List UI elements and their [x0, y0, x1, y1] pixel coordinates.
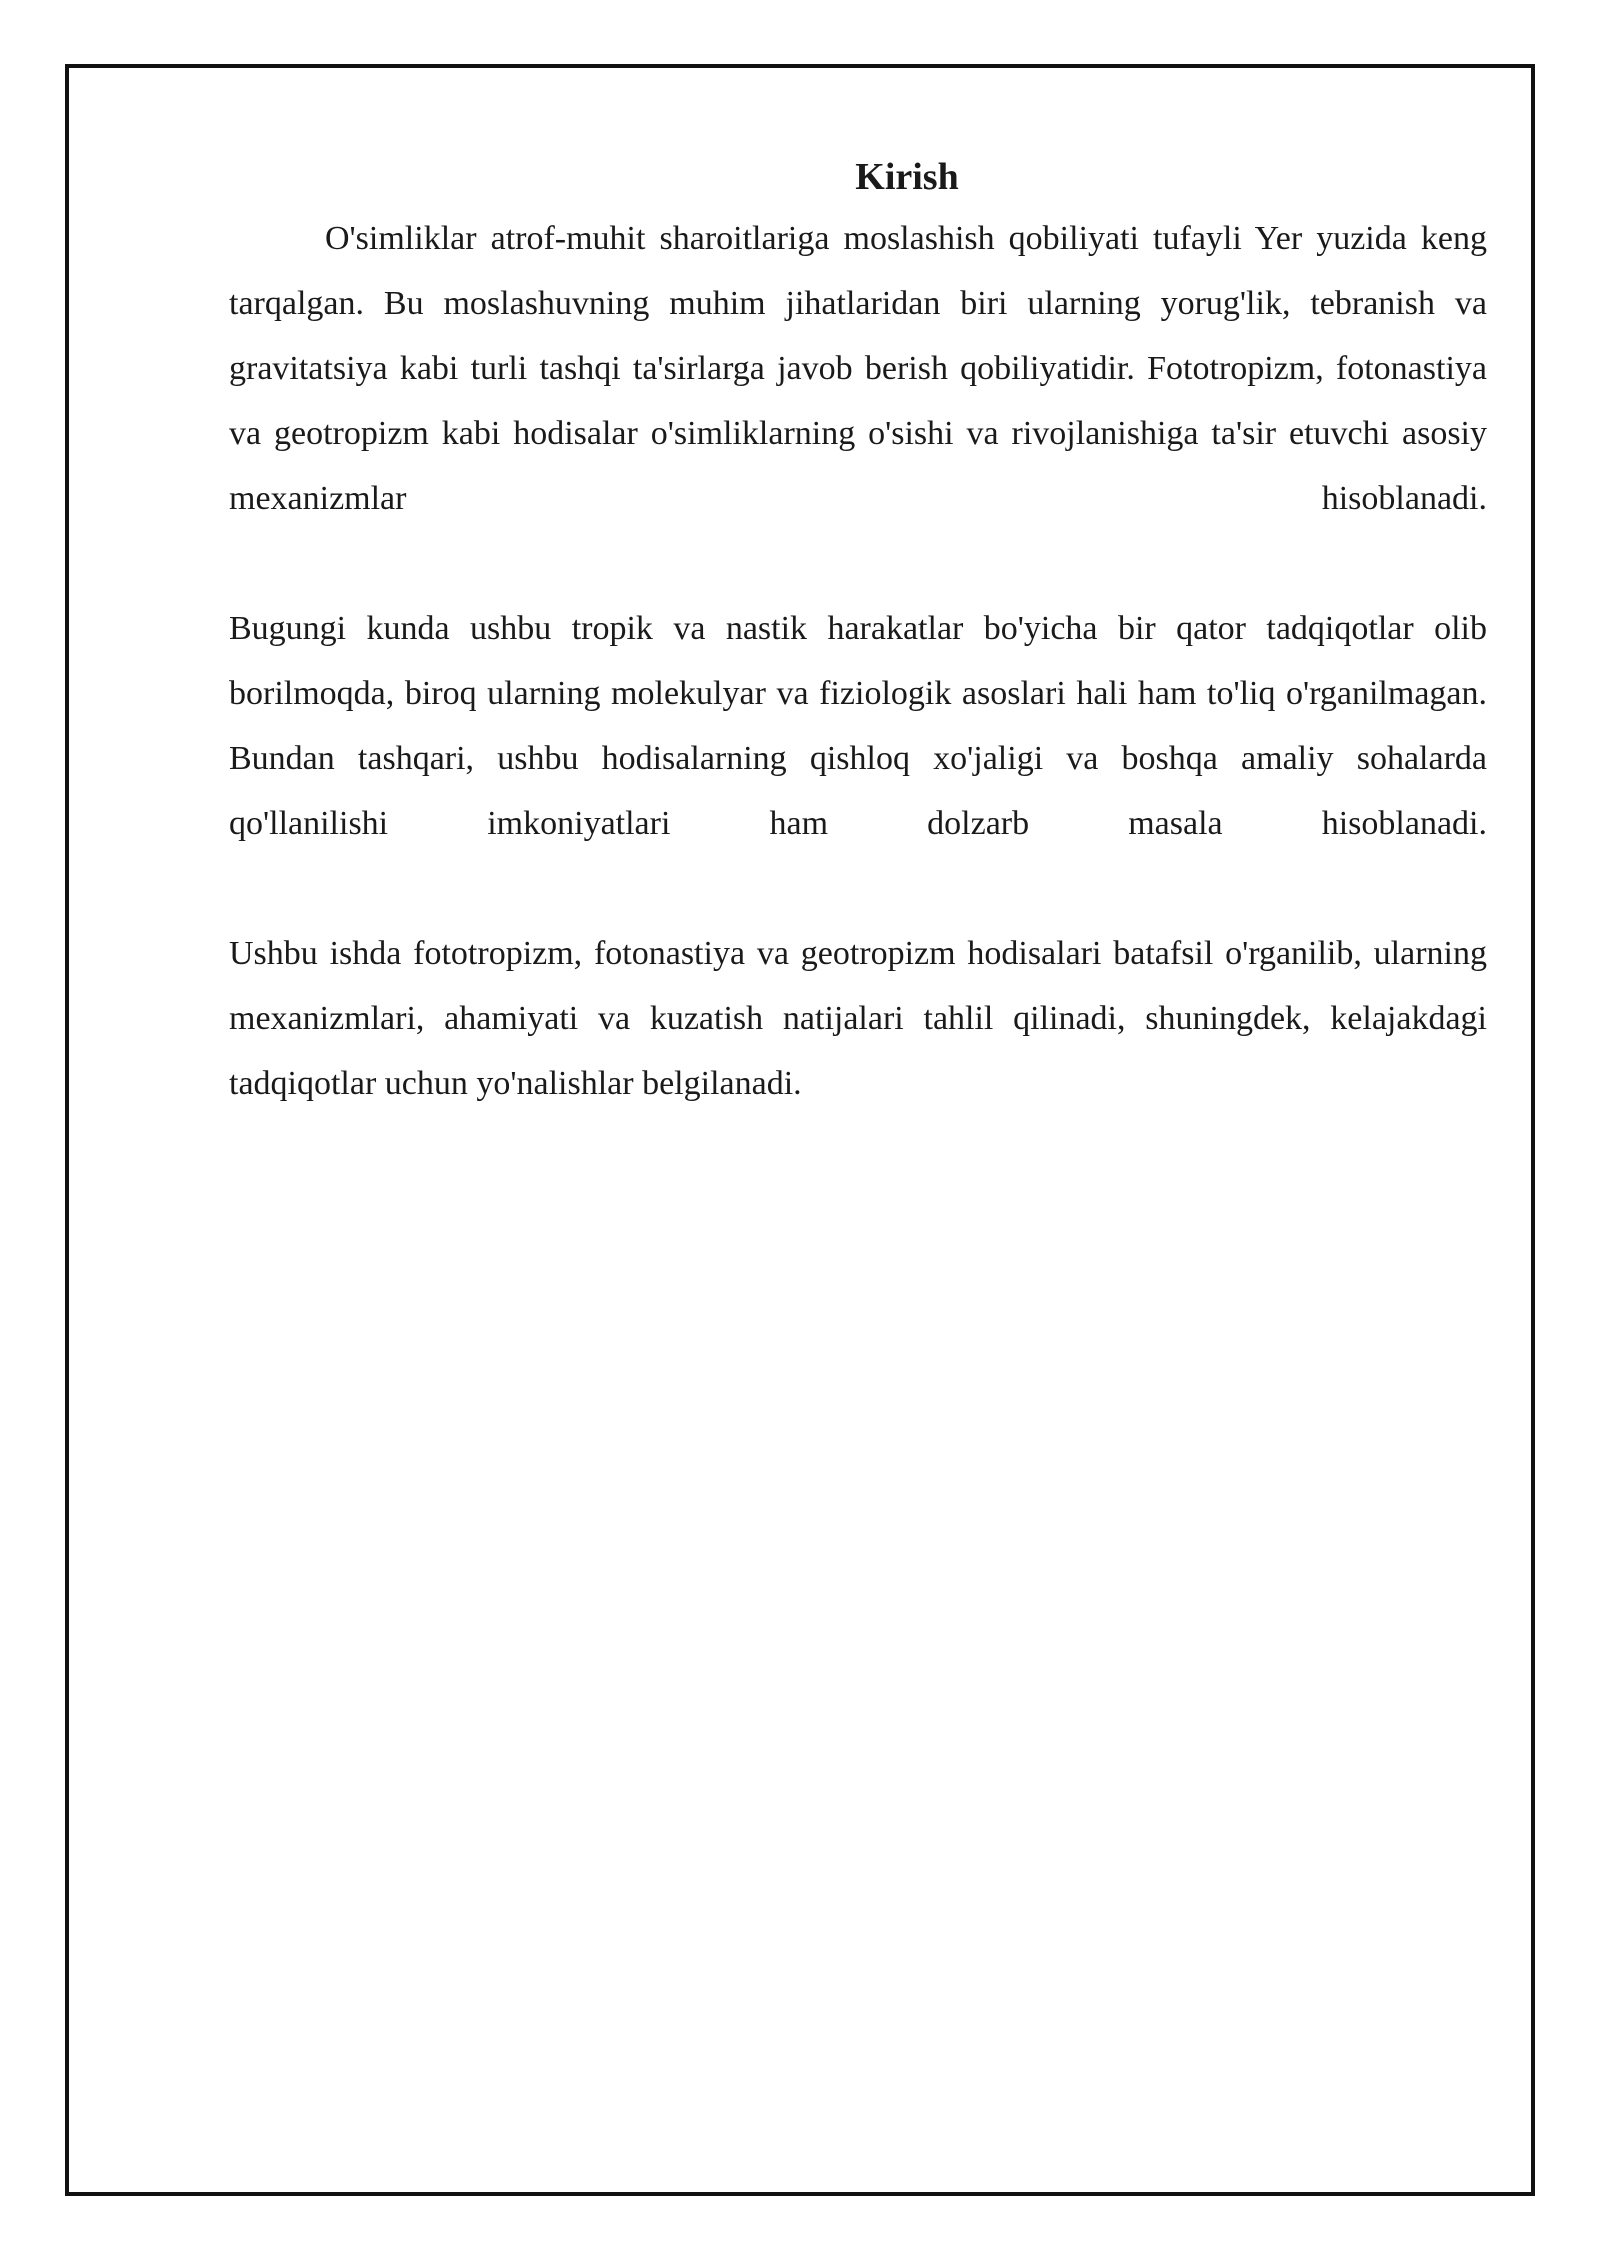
paragraph-work-goal: Ushbu ishda fototropizm, fotonastiya va geotropizm hodisalari batafsil o'rganilib, ularning mexanizmlari, ahamiyati va kuzatish natijalari tahlil qilinadi, shuningdek, kelajakdagi tadqiqotlar uchun yo'nalishlar belgilanadi. [229, 935, 1487, 1102]
document-body [229, 148, 1487, 1116]
paragraph-spacer [229, 856, 1487, 921]
paragraph-research-status: Bugungi kunda ushbu tropik va nastik harakatlar bo'yicha bir qator tadqiqotlar olib borilmoqda, biroq ularning molekulyar va fiziologik asoslari hali ham to'liq o'rganilmagan. Bundan tashqari, ushbu hodisalarning qishloq xo'jaligi va boshqa amaliy sohalarda qo'llanilishi imkoniyatlari ham dolzarb masala hisoblanadi. [229, 610, 1487, 842]
page-title: Kirish [855, 156, 959, 198]
paragraph-intro: O'simliklar atrof-muhit sharoitlariga moslashish qobiliyati tufayli Yer yuzida keng tarqalgan. Bu moslashuvning muhim jihatlaridan biri ularning yorug'lik, tebranish va gravitatsiya kabi turli tashqi ta'sirlarga javob berish qobiliyatidir. Fototropizm, fotonastiya va geotropizm kabi hodisalar o'simliklarning o'sishi va rivojlanishiga ta'sir etuvchi asosiy mexanizmlar hisoblanadi. [229, 220, 1487, 517]
paragraph-spacer [229, 531, 1487, 596]
